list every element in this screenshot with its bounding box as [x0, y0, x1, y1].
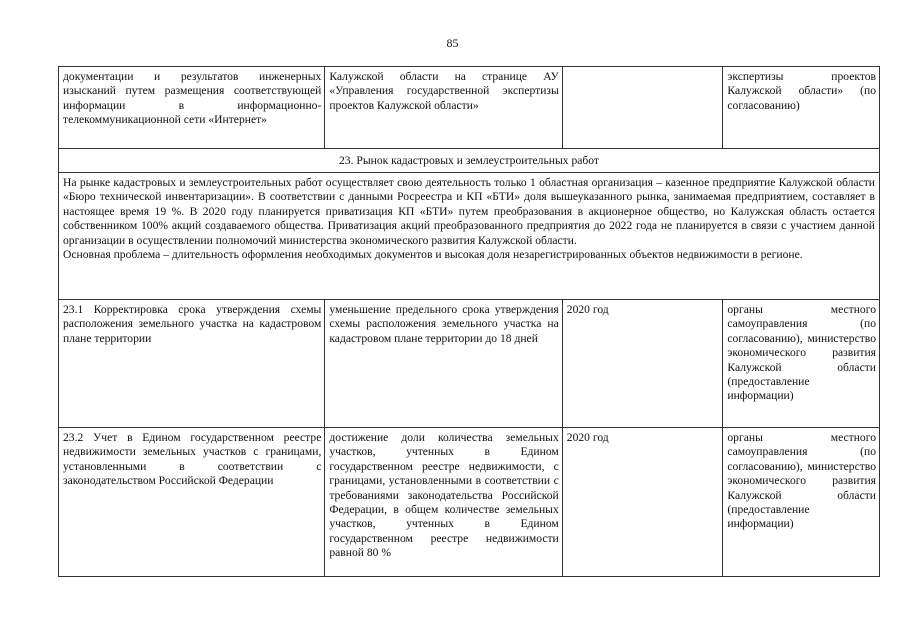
- section-description: [59, 173, 879, 299]
- cell-indicator: достижение доли количества земельных участков, учтенных в Едином государственном реестре недвижимости, с границами, установленными в соответствии с требованиями законодательства Российской Федерации, в общем количестве земельных участков, учтенных в Едином государственном реестре недвижимости равной 80 %: [325, 428, 562, 576]
- cell-indicator: Калужской области на странице АУ «Управления государственной экспертизы проектов Калужской области»: [325, 67, 562, 148]
- section-title: 23. Рынок кадастровых и землеустроительных работ: [339, 154, 599, 167]
- cell-measure: документации и результатов инженерных изысканий путем размещения соответствующей информации в информационно-телекоммуникационной сети «Интернет»: [59, 67, 325, 148]
- section-title-row: [59, 149, 879, 173]
- section-description-row: [59, 173, 879, 300]
- cell-deadline: 2020 год: [563, 300, 724, 427]
- cell-deadline: 2020 год: [563, 428, 724, 576]
- table-row: [59, 300, 879, 428]
- cell-deadline: [563, 67, 724, 148]
- cell-executors: экспертизы проектов Калужской области» (по согласованию): [727, 70, 876, 112]
- cell-measure: 23.2 Учет в Едином государственном реестре недвижимости земельных участков с границами, установленными в соответствии с законодательством Российской Федерации: [59, 428, 325, 576]
- cell-indicator: уменьшение предельного срока утверждения схемы расположения земельного участка на кадастровом плане территории до 18 дней: [325, 300, 562, 427]
- table-row: [59, 67, 879, 149]
- table-row: [59, 428, 879, 576]
- measures-table: [58, 66, 880, 577]
- cell-measure: 23.1 Корректировка срока утверждения схемы расположения земельного участка на кадастровом плане территории: [59, 300, 325, 427]
- section-paragraph: На рынке кадастровых и землеустроительных работ осуществляет свою деятельность только 1 областная организация – казенное предприятие Калужской области «Бюро технической инвентаризации». В соответствии с данными Росреестра и КП «БТИ» доля вышеуказанного рынка, занимаемая предприятием, составляет в настоящее время 19 %. В 2020 году планируется приватизация КП «БТИ» путем преобразования в акционерное общество, но Калужская область остается собственником 100% акций создаваемого общества. Приватизация акций преобразованного предприятия до 2022 года не планируется в связи с участием данной организации в осуществлении полномочий министерства экономического развития Калужской области.: [63, 176, 875, 247]
- section-paragraph: Основная проблема – длительность оформления необходимых документов и высокая доля незарегистрированных объектов недвижимости в регионе.: [63, 248, 803, 262]
- cell-executors: органы местного самоуправления (по согласованию), министерство экономического развития Калужской области (предоставление информации): [727, 431, 876, 531]
- cell-executors: органы местного самоуправления (по согласованию), министерство экономического развития Калужской области (предоставление информации): [727, 303, 876, 403]
- page-number: 85: [446, 36, 459, 50]
